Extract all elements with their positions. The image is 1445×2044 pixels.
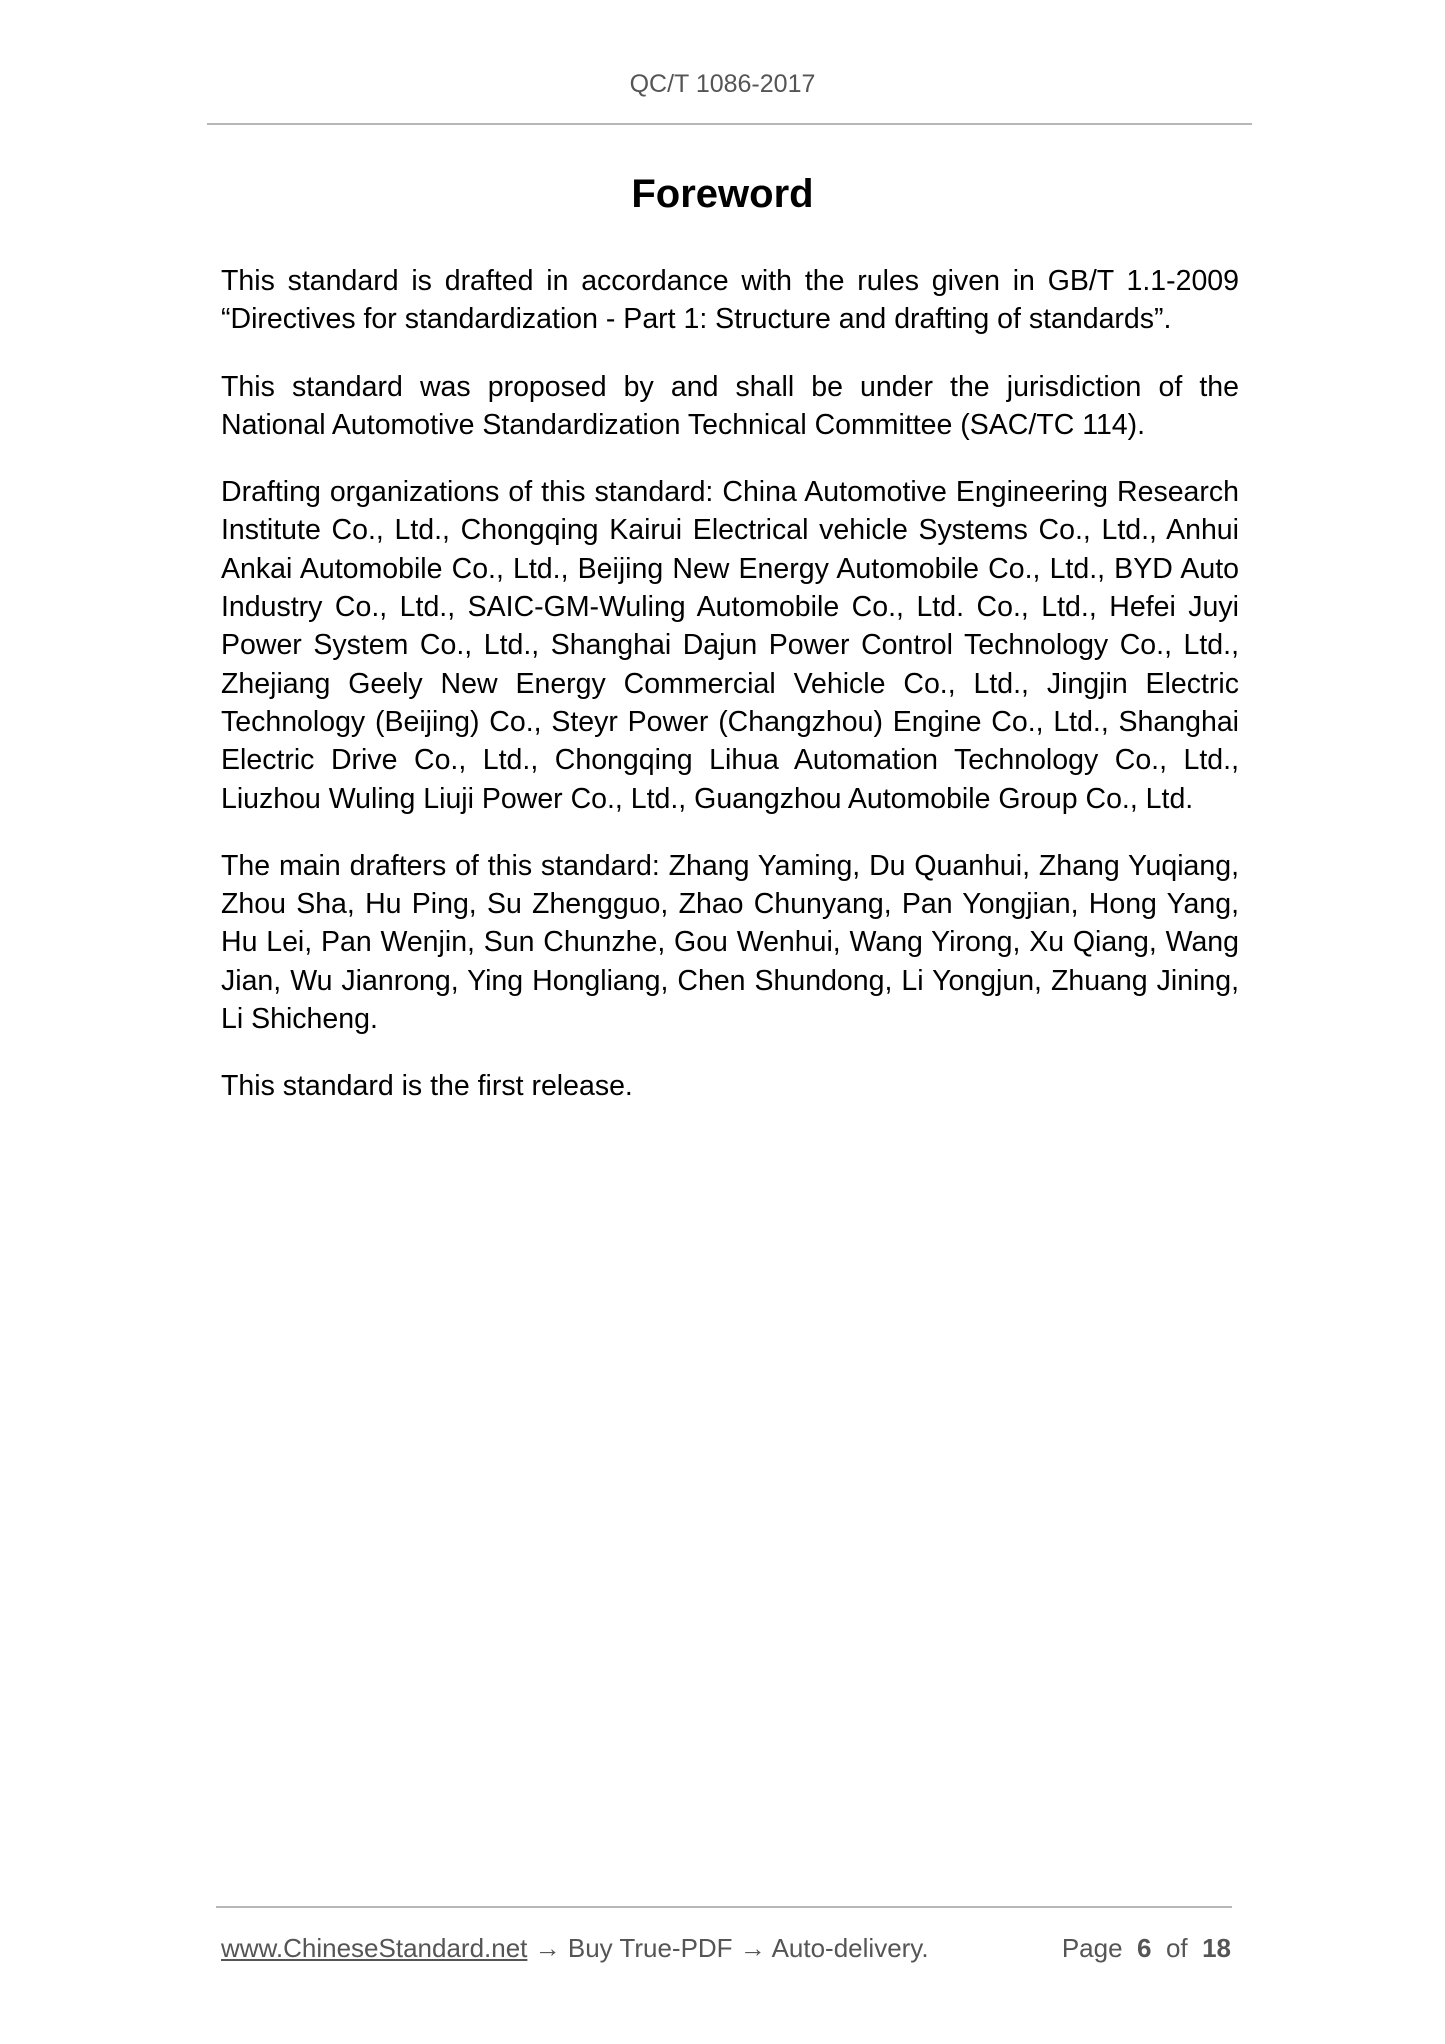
footer-left	[221, 1928, 929, 1968]
total-pages-number: 18	[1202, 1933, 1231, 1963]
paragraph-drafting-organizations: Drafting organizations of this standard: China Automotive Engineering Research Institute Co., Ltd., Chongqing Kairui Electrical vehicle Systems Co., Ltd., Anhui Ankai Automobile Co., Ltd., Beijing New Energy Automobile Co., Ltd., BYD Auto Industry Co., Ltd., SAIC-GM-Wuling Automobile Co., Ltd. Co., Ltd., Hefei Juyi Power System Co., Ltd., Shanghai Dajun Power Control Technology Co., Ltd., Zhejiang Geely New Energy Commercial Vehicle Co., Ltd., Jingjin Electric Technology (Beijing) Co., Steyr Power (Changzhou) Engine Co., Ltd., Shanghai Electric Drive Co., Ltd., Chongqing Lihua Automation Technology Co., Ltd., Liuzhou Wuling Liuji Power Co., Ltd., Guangzhou Automobile Group Co., Ltd.	[221, 476, 1239, 815]
paragraph-main-drafters: The main drafters of this standard: Zhang Yaming, Du Quanhui, Zhang Yuqiang, Zhou Sha, Hu Ping, Su Zhengguo, Zhao Chunyang, Pan Yongjian, Hong Yang, Hu Lei, Pan Wenjin, Sun Chunzhe, Gou Wenhui, Wang Yirong, Xu Qiang, Wang Jian, Wu Jianrong, Ying Hongliang, Chen Shundong, Li Yongjun, Zhuang Jining, Li Shicheng.	[221, 849, 1239, 1036]
header-divider	[207, 123, 1252, 125]
paragraph-drafting-rules: This standard is drafted in accordance with the rules given in GB/T 1.1-2009 “Directives for standardization - Part 1: Structure and drafting of standards”.	[221, 265, 1239, 336]
website-link[interactable]: www.ChineseStandard.net	[221, 1933, 528, 1963]
page-indicator	[1062, 1928, 1231, 1968]
foreword-body	[221, 262, 1239, 1135]
page-footer	[221, 1928, 1231, 1968]
footer-tagline: → Buy True-PDF → Auto-delivery.	[527, 1933, 929, 1963]
page-title: Foreword	[631, 172, 814, 216]
page-label: Page	[1061, 1933, 1123, 1963]
current-page-number: 6	[1137, 1933, 1152, 1963]
paragraph-release: This standard is the first release.	[221, 1070, 633, 1103]
footer-divider	[216, 1906, 1232, 1908]
page-header-code: QC/T 1086-2017	[629, 70, 816, 98]
page-of-label: of	[1165, 1933, 1188, 1963]
paragraph-jurisdiction: This standard was proposed by and shall be under the jurisdiction of the National Automotive Standardization Technical Committee (SAC/TC 114).	[221, 370, 1239, 441]
